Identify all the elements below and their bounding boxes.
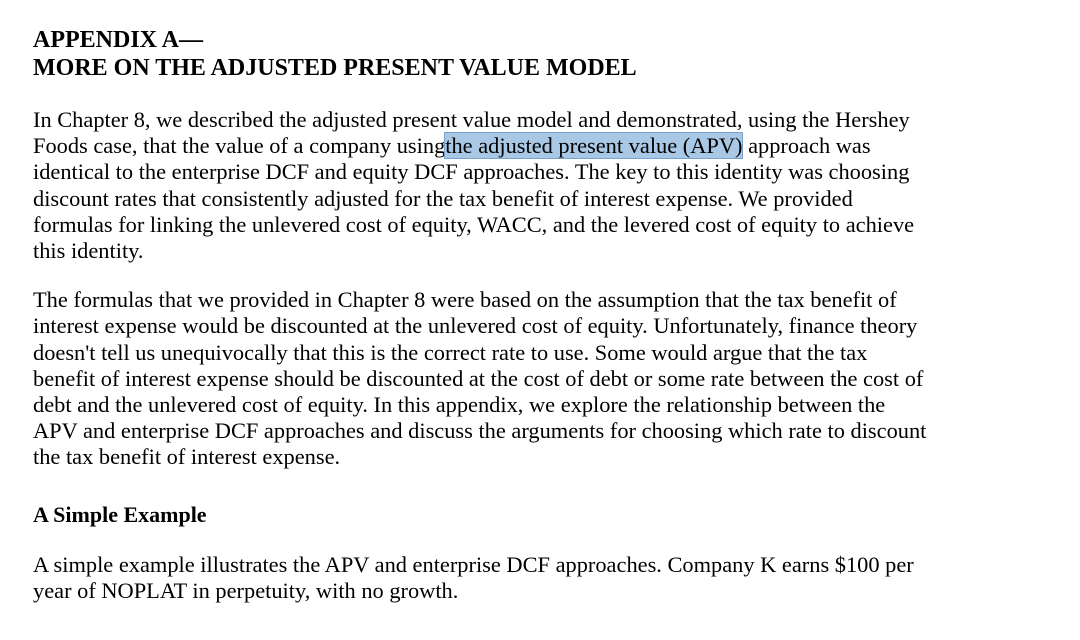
text-line: benefit of interest expense should be discounted at the cost of debt or some rate between the cost of	[33, 365, 924, 391]
paragraph-intro	[33, 107, 1063, 264]
paragraph-example	[33, 552, 1063, 604]
text-line: In Chapter 8, we described the adjusted present value model and demonstrated, using the Hershey	[33, 107, 910, 132]
selected-text-highlight[interactable]: the adjusted present value (APV)	[445, 133, 743, 159]
title-line-2: MORE ON THE ADJUSTED PRESENT VALUE MODEL	[33, 55, 637, 81]
text-line: year of NOPLAT in perpetuity, with no growth.	[33, 577, 459, 603]
text-line: A simple example illustrates the APV and enterprise DCF approaches. Company K earns $100 per	[33, 551, 914, 577]
text-line: this identity.	[33, 238, 144, 264]
paragraph-formulas	[33, 287, 1063, 470]
title-line-1: APPENDIX A—	[33, 27, 204, 53]
text-segment: Foods case, that the value of a company using	[33, 133, 446, 159]
text-line: the tax benefit of interest expense.	[33, 444, 341, 470]
section-heading: A Simple Example	[33, 501, 207, 527]
appendix-title	[33, 26, 1063, 82]
text-segment: approach was	[742, 133, 871, 159]
text-line: APV and enterprise DCF approaches and discuss the arguments for choosing which rate to discount	[33, 418, 927, 444]
text-line: doesn't tell us unequivocally that this is the correct rate to use. Some would argue that the tax	[33, 339, 868, 365]
text-line: discount rates that consistently adjusted for the tax benefit of interest expense. We provided	[33, 185, 853, 211]
text-line: The formulas that we provided in Chapter 8 were based on the assumption that the tax benefit of	[33, 287, 897, 313]
text-line: debt and the unlevered cost of equity. In this appendix, we explore the relationship between the	[33, 392, 886, 418]
text-line: interest expense would be discounted at the unlevered cost of equity. Unfortunately, finance theory	[33, 313, 918, 339]
text-line: formulas for linking the unlevered cost of equity, WACC, and the levered cost of equity to achieve	[33, 211, 915, 237]
text-line	[33, 133, 1063, 159]
text-line: identical to the enterprise DCF and equity DCF approaches. The key to this identity was choosing	[33, 159, 910, 185]
document-page	[33, 26, 1063, 604]
